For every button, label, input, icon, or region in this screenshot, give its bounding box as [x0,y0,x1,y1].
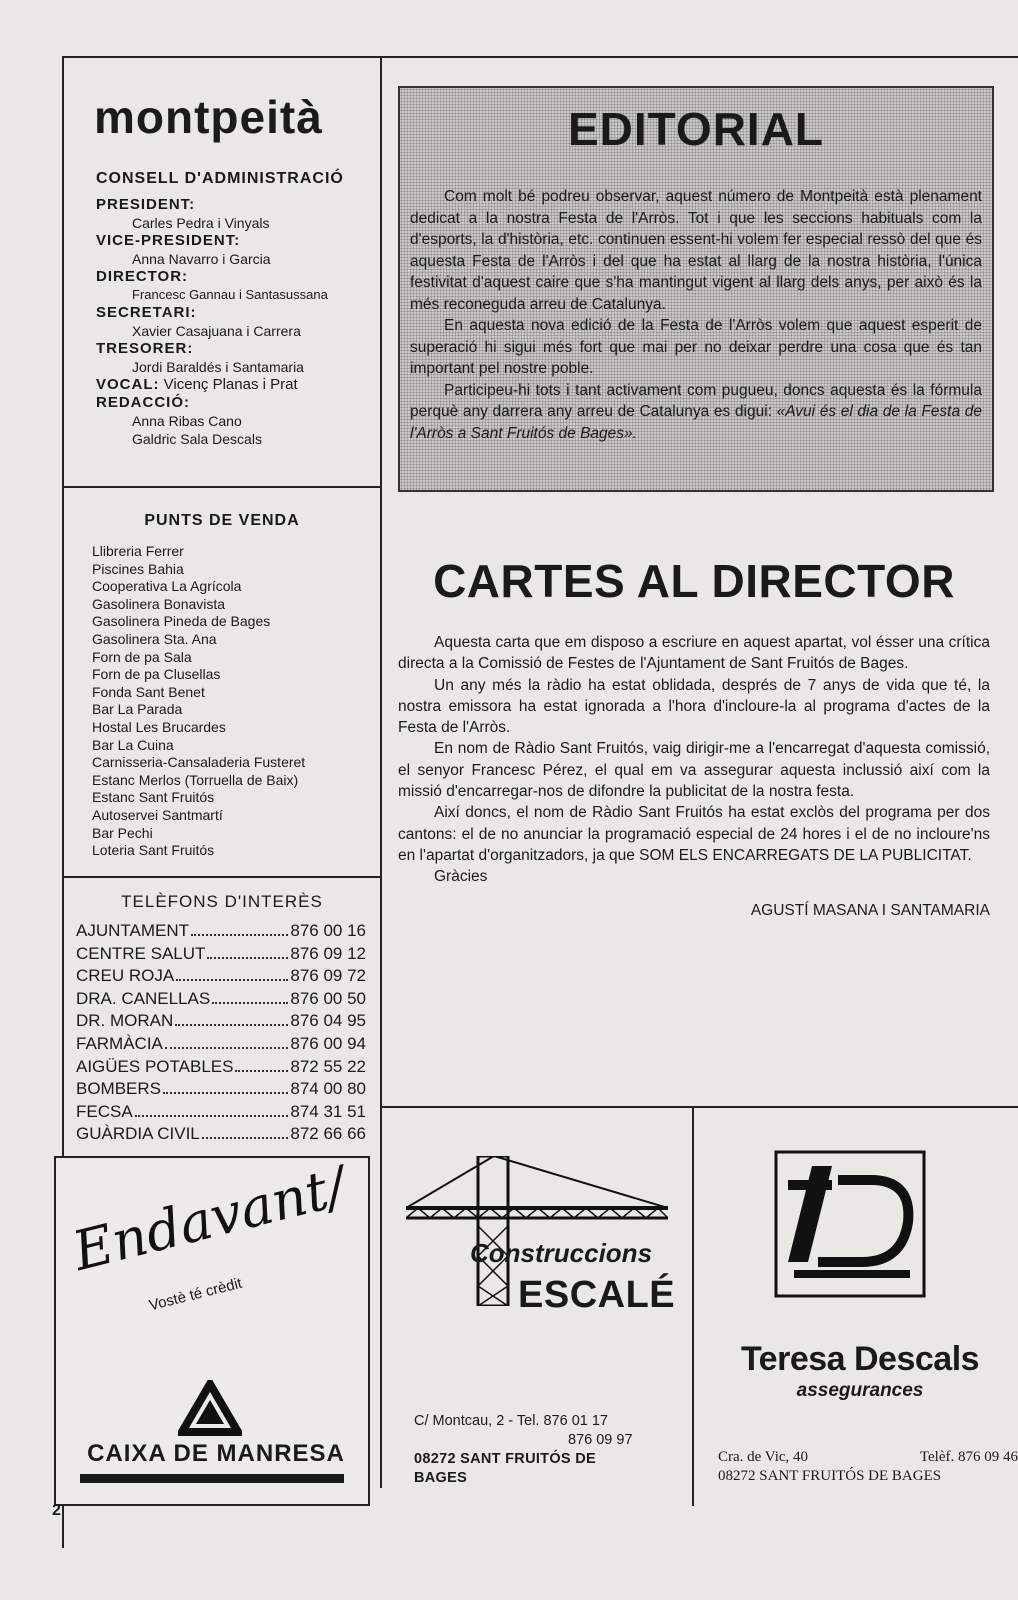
letter-paragraph: Aquesta carta que em disposo a escriure en aquest apartat, vol ésser una crítica directa a la Comissió de Festes de l'Ajuntament de Sant Fruitós de Bages. [398,634,990,673]
role-treasurer: TRESORER: [96,340,194,357]
list-item: Bar La Parada [92,701,183,718]
newsletter-page [62,56,1018,1548]
role-vice-president: VICE-PRESIDENT: [96,232,241,249]
dot-leader [207,957,288,959]
phone-number: 876 09 12 [290,943,366,963]
td-monogram-icon [774,1150,926,1298]
name-treasurer: Jordi Baraldés i Santamaria [132,359,304,375]
name-vice-president: Anna Navarro i Garcia [132,251,271,267]
letter-signature: AGUSTÍ MASANA I SANTAMARIA [750,901,990,919]
name-secretary: Xavier Casajuana i Carrera [132,323,301,339]
sales-points-box [64,488,380,878]
letter-paragraph: Un any més la ràdio ha estat oblidada, després de 7 anys de vida que té, la nostra emissora ha estat ignorada a l'hora d'incloure-la al programa d'actes de la Festa de l'Arròs. [398,676,990,737]
escale-phone-2: 876 09 97 [568,1432,633,1448]
list-item: Cooperativa La Agrícola [92,578,242,595]
phone-name: CREU ROJA [76,966,175,986]
board-of-directors [96,170,376,448]
phone-name: CENTRE SALUT [76,943,206,963]
vocal-line [96,376,376,394]
list-item: Llibreria Ferrer [92,543,184,559]
phone-number: 876 00 94 [290,1033,366,1053]
name-editor-2: Galdric Sala Descals [132,431,262,447]
phone-name: FARMÀCIA [76,1033,163,1053]
list-item: Forn de pa Sala [92,648,192,665]
caixa-manresa-ad [54,1156,370,1506]
phones-list [76,920,366,1146]
list-item: Gasolinera Sta. Ana [92,630,217,647]
letters-title: CARTES AL DIRECTOR [433,555,955,607]
editorial-text [410,186,982,444]
editorial-title: EDITORIAL [567,103,825,155]
list-item: Carnisseria-Cansaladeria Fusteret [92,754,306,771]
letter-text [398,632,990,888]
escale-name: ESCALÉ [518,1274,676,1316]
list-item: Bar Pechi [92,824,153,841]
teresa-city: 08272 SANT FRUITÓS DE BAGES [718,1468,942,1484]
sales-points-title: PUNTS DE VENDA [144,512,300,529]
teresa-address: Cra. de Vic, 40 [718,1449,809,1465]
editorial-box [398,86,994,492]
list-item: Estanc Sant Fruitós [92,789,215,806]
caixa-manresa-name: CAIXA DE MANRESA [87,1440,345,1467]
credit-tagline: Vostè té crèdit [147,1274,244,1315]
list-item: Forn de pa Clusellas [92,666,221,683]
phone-number: 874 31 51 [290,1101,366,1121]
escale-construccions: Construccions [470,1238,653,1268]
phone-row [76,965,366,988]
phone-number: 876 04 95 [290,1011,366,1031]
role-editorial-staff: REDACCIÓ: [96,394,190,411]
editorial-closing: Participeu-hi tots i tant activament com pugueu, doncs aquesta és la fórmula perquè any darrera any arreu de Catalunya es digui: [410,381,982,420]
phone-number: 874 00 80 [290,1079,366,1099]
caixa-triangle-icon [178,1380,242,1444]
teresa-descals-name: Teresa Descals [740,1340,980,1378]
role-president: PRESIDENT: [96,196,196,213]
dot-leader [191,934,288,936]
montpeita-logo: montpeità [94,91,323,143]
phone-number: 876 00 16 [290,921,366,940]
dot-leader [135,1115,289,1117]
teresa-address-row [718,1448,1018,1467]
phone-name: DR. MORAN [76,1011,174,1031]
letters-section [398,554,990,920]
teresa-subtitle: assegurances [796,1380,924,1401]
escale-city: 08272 SANT FRUITÓS DE BAGES [414,1451,596,1486]
teresa-address-block [718,1448,1018,1486]
phone-name: DRA. CANELLAS [76,988,211,1008]
phones-box [64,878,380,1156]
escale-address-block [414,1412,644,1488]
name-editor-1: Anna Ribas Cano [132,413,242,429]
phone-row [76,1101,366,1124]
dot-leader [175,1024,288,1026]
editorial-paragraph: En aquesta nova edició de la Festa de l'Arròs volem que aquest esperit de superació hi sigui més fort que mai per no deixar perdre una cosa que és tan important pel nostre poble. [410,317,982,377]
role-vocal: VOCAL: [96,376,160,393]
phone-name: AJUNTAMENT [76,921,190,940]
phone-name: FECSA [76,1101,133,1121]
dot-leader [202,1137,289,1139]
name-vocal: Vicenç Planas i Prat [163,376,298,393]
phone-row [76,1056,366,1079]
role-director: DIRECTOR: [96,268,189,285]
phone-row [76,920,366,943]
list-item: Gasolinera Bonavista [92,595,226,612]
phone-row [76,1078,366,1101]
list-item: Autoservei Santmartí [92,806,223,823]
editorial-paragraph: Com molt bé podreu observar, aquest número de Montpeità està plenament dedicat a la nostra Festa de l'Arròs. Tot i que les seccions habituals com la d'esports, la d'història, etc. continuen essent-hi volem fer especial ressò del que és aquesta Festa de l'Arròs i del que ha estat al llarg de la nostra història, l'única festivitat d'aquest caire que s'ha mantingut vigent al llarg dels anys, per això és la més reconeguda arreu de Catalunya. [410,188,982,313]
name-director: Francesc Gannau i Santasussana [132,287,328,302]
phone-name: BOMBERS [76,1079,162,1099]
letter-paragraph: En nom de Ràdio Sant Fruitós, vaig dirigir-me a l'encarregat d'aquesta comissió, el senyor Francesc Pérez, el qual em va assegurar aquesta inclussió així com la missió d'encarregar-nos de difondre la publicitat de la nostra festa. [398,740,990,801]
teresa-phone: Telèf. 876 09 46 [919,1449,1018,1465]
list-item: Piscines Bahia [92,560,184,577]
masthead-box [64,58,380,488]
editorial-quote: «Avui és el dia de la Festa de l'Arròs a Sant Fruitós de Bages». [410,403,982,442]
dot-leader [176,979,288,981]
escale-ad [380,1108,692,1506]
phone-number: 872 55 22 [290,1056,366,1076]
phone-row [76,1033,366,1056]
list-item: Gasolinera Pineda de Bages [92,613,271,630]
name-president: Carles Pedra i Vinyals [132,215,270,231]
caixa-underline-bar [80,1474,344,1483]
sales-points-list [92,543,305,860]
phones-title: TELÈFONS D'INTERÈS [121,892,323,911]
escale-address: C/ Montcau, 2 - Tel. 876 01 17 [414,1413,608,1429]
board-heading: CONSELL D'ADMINISTRACIÓ [96,170,344,187]
list-item: Hostal Les Brucardes [92,718,226,735]
page-number: 2 [52,1502,61,1519]
dot-leader [235,1070,288,1072]
phone-number: 872 66 66 [290,1124,366,1144]
phone-name: AIGÜES POTABLES [76,1056,234,1076]
teresa-descals-ad [692,1108,1018,1506]
phone-number: 876 09 72 [290,966,366,986]
phone-name: GUÀRDIA CIVIL [76,1124,200,1144]
endavant-slogan: Endavant/ [66,1154,353,1283]
list-item: Estanc Merlos (Torruella de Baix) [92,771,299,788]
dot-leader [163,1092,288,1094]
dot-leader [165,1047,288,1049]
dot-leader [212,1002,288,1004]
letter-paragraph: Així doncs, el nom de Ràdio Sant Fruitós ha estat exclòs del programa per dos cantons: el de no anunciar la programació especial de 24 hores i el de no incloure'ns en l'apartat d'organitzadors, ja que SOM ELS ENCARREGATS DE LA PUBLICITAT. [398,804,990,864]
phone-row [76,1010,366,1033]
list-item: Bar La Cuina [92,736,174,753]
editorial-paragraph [410,380,982,445]
phone-row [76,943,366,966]
phone-number: 876 00 50 [290,988,366,1008]
letter-paragraph: Gràcies [434,868,488,886]
list-item: Fonda Sant Benet [92,683,205,700]
role-secretary: SECRETARI: [96,304,197,321]
phone-row [76,988,366,1011]
phone-row [76,1123,366,1146]
list-item: Loteria Sant Fruitós [92,842,215,859]
left-column [64,58,382,1488]
